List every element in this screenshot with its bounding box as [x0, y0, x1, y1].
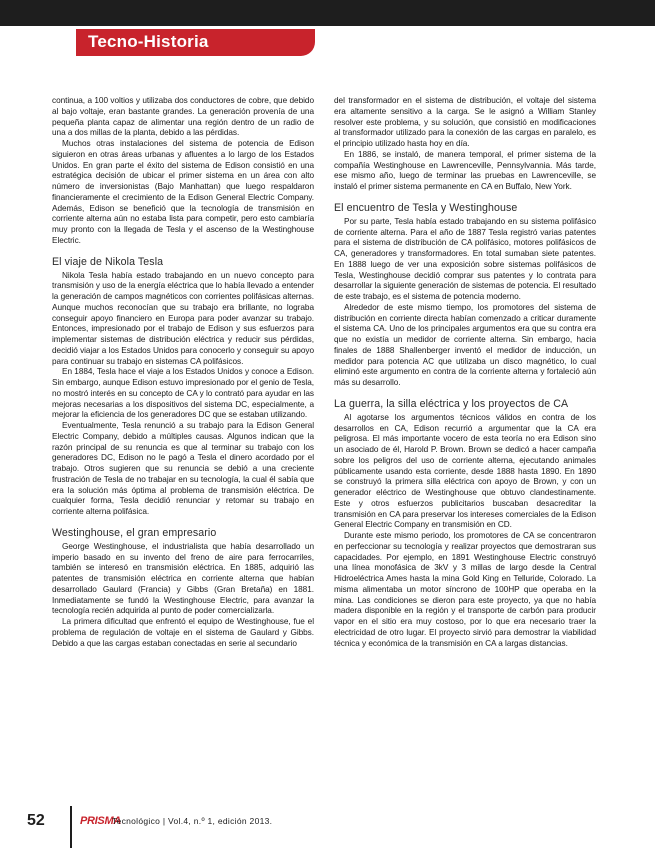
body-paragraph: del transformador en el sistema de distribución, el voltaje del sistema era altamente sensitivo a la carga. Se le asignó a William Stanley resolver este problema, y su solución, que consistió en modificaciones al transformador utilizado para la conexión de las cargas en paralelo, es el principio utilizado hasta hoy en día. — [334, 96, 596, 148]
body-paragraph: Por su parte, Tesla había estado trabajando en su sistema polifásico de corriente alterna. Para el año de 1887 Tesla registró varias patentes para el sistema de distribución de CA polifásico, motores polifásicos de CA, generadores y transformadores. En total sumaban siete patentes. En 1888 luego de ver una exposición sobre sistemas polifásicos de Tesla, Westinghouse decidió comprar sus patentes y lo contrata para desarrollar la siguiente generación de sistemas de potencia. El resultado de este trabajo, es el sistema de potencia moderno. — [334, 216, 596, 301]
prisma-logo: PRISMA — [80, 815, 121, 827]
body-paragraph: Eventualmente, Tesla renunció a su trabajo para la Edison General Electric Company, debido a múltiples causas. Algunos indican que la razón principal de su renuncia es que al terminar su trabajo con los generadores DC, Edison no le pagó a Tesla el dinero acordado por el trabajo. Otros sugieren que su renuncia se debió a una creciente frustración de Tesla de no trabajar en su tecnología, la cual él sabía que era la solución más óptima al problema de transmisión eléctrica. De cualquier forma, Tesla decidió renunciar y retomar su trabajo en corriente alterna polifásica. — [52, 421, 314, 516]
body-paragraph: Al agotarse los argumentos técnicos válidos en contra de los desarrollos en CA, Edison recurrió a argumentar que la CA era peligrosa. El más importante vocero de esta teoría no era Edison sino un asociado de él, Harold P. Brown. Brown se dedicó a hacer campaña sobre los peligros del uso de corriente alterna, ejecutando animales públicamente usando esta corriente, desde 1888 hasta 1890. En 1890 se construyó la primera silla eléctrica con apoyo de Brown, y con un generador eléctrico de Westinghouse que obtuvo clandestinamente. Este y otros esfuerzos publicitarios buscaban desacreditar la transmisión en CA para preservar los intereses comerciales de la Edison General Electric Company en transmisión en CD. — [334, 412, 596, 530]
section-tab-accent — [70, 29, 76, 56]
section-heading: El viaje de Nikola Tesla — [52, 255, 164, 268]
page-number: 52 — [27, 812, 45, 829]
journal-info: Tecnológico | Vol.4, n.º 1, edición 2013. — [112, 816, 273, 826]
body-paragraph: Alrededor de este mismo tiempo, los promotores del sistema de distribución en corriente directa habían comenzado a criticar duramente el sistema CA. Uno de los principales argumentos era que su contra era que no existía un medidor de corriente alterna. Sin embargo, hacia finales de 1888 Shallenberger inventó el medidor de inducción, un medidor para potencia AC que utilizaba un disco magnético, lo cual eliminó este argumento en contra de la corriente alterna y fortaleció aún más su desarrollo. — [334, 302, 596, 387]
body-paragraph: En 1884, Tesla hace el viaje a los Estados Unidos y conoce a Edison. Sin embargo, aunque Edison estuvo impresionado por el genio de Tesla, no mostró interés en su concepto de CA y lo contrató para ayudar en las mejoras necesarias a los dispositivos del sistema DC, especialmente, a mejorar la eficiencia de los generadores DC que se estaban utilizando. — [52, 367, 314, 420]
top-black-bar — [0, 0, 655, 26]
section-header-tab — [70, 29, 315, 56]
article-column-right — [334, 96, 596, 649]
section-heading: Westinghouse, el gran empresario — [52, 526, 217, 539]
body-paragraph: Durante este mismo periodo, los promotores de CA se concentraron en perfeccionar su tecnología y realizar proyectos que demostraran sus capacidades. Por ejemplo, en 1891 Westinghouse Electric construyó una línea monofásica de 3kV y 3 millas de largo desde la Central Hidroeléctrica Ames hasta la mina Gold King en Telluride, Colorado. La misma alimentaba un motor síncrono de 100HP que operaba en la mina. Las condiciones se dieron para este proyecto, ya que no había madera disponible en la región y el transporte de carbón para producir vapor en el sitio era muy costoso, por lo que era necesario traer la electricidad de otro lugar. El proyecto sirvió para demostrar la viabilidad técnica y económica de la transmisión en CA a largas distancias. — [334, 531, 596, 648]
body-paragraph: Muchos otras instalaciones del sistema de potencia de Edison siguieron en otras áreas urbanas y afluentes a lo largo de los Estados Unidos. En gran parte el éxito del sistema de Edison consistió en una estratégica decisión de ubicar el primer sistema en un área con alto número de inversionistas (Bajo Manhattan) que luego respaldaron financieramente el crecimiento de la Edison General Electric Company. Además, Edison se benefició que la tecnología de transmisión en corriente alterna aún no estaba lista para competir, pero esto cambiaría muy pronto con la llegada de Tesla y el ascenso de la Westinghouse Electric. — [52, 139, 314, 245]
article-column-left — [52, 96, 314, 649]
section-heading: El encuentro de Tesla y Westinghouse — [334, 201, 518, 214]
section-heading: La guerra, la silla eléctrica y los proyectos de CA — [334, 397, 569, 410]
body-paragraph: En 1886, se instaló, de manera temporal, el primer sistema de la compañía Westinghouse en Lawrenceville, Pennsylvannia. Más tarde, ese mismo año, luego de terminar las pruebas en Lawrenceville, se instaló el primer sistema permanente en CA en Buffalo, New York. — [334, 149, 596, 191]
body-paragraph: La primera dificultad que enfrentó el equipo de Westinghouse, fue el problema de regulación de voltaje en el sistema de Gaulard y Gibbs. Debido a que las cargas estaban conectadas en serie al secundario — [52, 617, 314, 648]
section-title: Tecno-Historia — [88, 32, 209, 51]
body-paragraph: Nikola Tesla había estado trabajando en un nuevo concepto para transmisión y uso de la energía eléctrica que lo había llevado a entender la generación de campos magnéticos con corrientes polifásicas alternas. Aunque muchos reconocían que su trabajo era brillante, no lograba conseguir apoyo financiero en Europa para poder avanzar su trabajo. Entonces, impresionado por el trabajo de Edison y sus esfuerzos para implementar sistemas de distribución eléctrica y reducir sus pérdidas, decidió viajar a los Estados Unidos para conocerlo y conseguir su apoyo para continuar su trabajo en sistemas CA polifásicos. — [52, 270, 314, 366]
body-paragraph: continua, a 100 voltios y utilizaba dos conductores de cobre, que debido al bajo voltaje, eran bastante grandes. La generación provenía de una pequeña planta capaz de alimentar una región dentro de un radio de una a dos millas de la planta, debido a las pérdidas. — [52, 96, 314, 138]
body-paragraph: George Westinghouse, el industrialista que había desarrollado un imperio basado en su invento del freno de aire para ferrocarriles, también se interesó en transmisión eléctrica. En 1885, adquirió las patentes de transmisión eléctrica en corriente alterna que habían desarrollado Gaulard (Francia) y Gibbs (Gran Bretaña) en 1881. Inmediatamente se fundó la Westinghouse Electric, para avanzar la tecnología recién adquirida al punto de poder comercializarla. — [52, 541, 314, 616]
footer-divider — [70, 806, 72, 848]
